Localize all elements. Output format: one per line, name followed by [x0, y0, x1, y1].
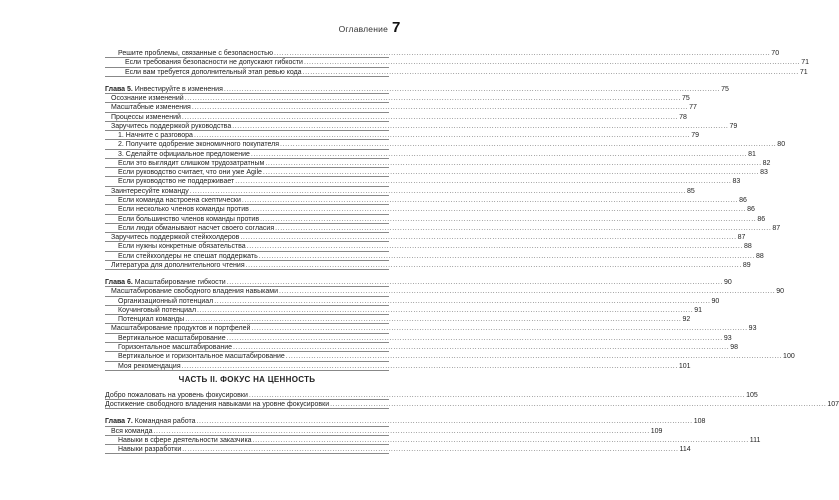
toc-entry[interactable]	[105, 131, 699, 140]
toc-entry[interactable]	[105, 233, 746, 242]
toc-entry-title: Масштабирование свободного владения навыками	[111, 288, 279, 296]
dot-leader	[197, 306, 693, 315]
toc-entry-title: 1. Начните с разговора	[118, 132, 193, 140]
toc-entry-title: Организационный потенциал	[118, 297, 214, 305]
toc-page-number: 87	[737, 234, 746, 242]
toc-page-number: 79	[729, 122, 738, 130]
toc-chapter-entry[interactable]	[105, 278, 732, 287]
toc-entry[interactable]	[105, 196, 747, 205]
toc-entry-title: Если нужны конкретные обязательства	[118, 243, 246, 251]
toc-page-number: 93	[748, 325, 757, 333]
dot-leader	[182, 113, 678, 122]
toc-entry-title: Вертикальное и горизонтальное масштабирование	[118, 353, 285, 361]
dot-leader	[154, 427, 650, 436]
toc-page-number: 88	[756, 252, 764, 260]
toc-page-number: 105	[746, 391, 758, 399]
toc-entry-title: Добро пожаловать на уровень фокусировки	[105, 391, 248, 399]
dot-leader	[232, 122, 728, 131]
toc-entry-title: Осознание изменений	[111, 95, 184, 103]
toc-entry-title	[105, 278, 226, 287]
toc-entry-title: Заинтересуйте команду	[111, 187, 189, 195]
toc-entry[interactable]	[105, 68, 808, 77]
toc-page-number: 90	[711, 297, 720, 305]
toc-entry-title: 2. Получите одобрение экономичного покупателя	[118, 141, 280, 149]
toc-entry-title: Вертикальное масштабирование	[118, 334, 226, 342]
toc-entry-title: Коучинговый потенциал	[118, 306, 197, 314]
toc-page-number: 87	[772, 224, 781, 232]
toc-entry-title: Масштабные изменения	[111, 104, 191, 112]
chapter-title: Масштабирование гибкости	[132, 279, 226, 287]
dot-leader	[190, 187, 686, 196]
toc-page-number: 86	[757, 215, 766, 223]
toc-entry[interactable]	[105, 334, 732, 343]
toc-entry[interactable]	[105, 113, 687, 122]
chapter-label: Глава 7.	[105, 418, 133, 426]
toc-entry-title: Моя рекомендация	[118, 362, 181, 370]
running-head: Оглавление	[338, 24, 388, 34]
dot-leader	[214, 297, 710, 306]
toc-page-number: 83	[732, 178, 741, 186]
dot-leader	[192, 103, 688, 112]
toc-entry-title: Процессы изменений	[111, 113, 181, 121]
dot-leader	[286, 352, 782, 361]
dot-leader	[303, 68, 799, 77]
toc-page-number: 98	[730, 343, 739, 351]
toc-page-number: 89	[742, 261, 751, 269]
toc-entry-title: Достижение свободного владения навыками на уровне фокусировки	[105, 401, 330, 409]
toc-page-number: 107	[827, 401, 839, 409]
dot-leader	[233, 343, 729, 352]
dot-leader	[253, 436, 749, 445]
toc-entry[interactable]	[105, 261, 751, 270]
chapter-label: Глава 5.	[105, 85, 133, 93]
toc-page-number: 90	[723, 279, 732, 287]
dot-leader	[249, 391, 745, 400]
part-heading: ЧАСТЬ II. ФОКУС НА ЦЕННОСТЬ	[178, 374, 316, 384]
toc-page-number: 111	[749, 436, 761, 444]
dot-leader	[251, 324, 747, 333]
toc-page-number: 86	[747, 206, 755, 214]
toc-entry[interactable]	[105, 436, 761, 445]
dot-leader	[279, 287, 775, 296]
toc-entry-title	[105, 85, 223, 94]
toc-page-number: 88	[743, 243, 752, 251]
dot-leader	[250, 205, 746, 214]
toc-entry[interactable]	[105, 252, 764, 261]
dot-leader	[182, 445, 678, 454]
toc-entry-title: Если несколько членов команды против	[118, 206, 249, 214]
toc-page-number: 85	[687, 187, 695, 195]
toc-entry-title: Заручитесь поддержкой руководства	[111, 122, 232, 130]
toc-entry-title: Потенциал команды	[118, 316, 185, 324]
toc-page-number: 70	[771, 50, 780, 57]
toc-entry-title: Если стейкхолдеры не спешат поддержать	[118, 252, 258, 260]
toc-entry[interactable]	[105, 49, 780, 58]
section-gap	[105, 270, 389, 278]
toc-entry-title: Литература для дополнительного чтения	[111, 261, 245, 269]
toc-entry-title	[105, 417, 195, 426]
toc-entry-title: Заручитесь поддержкой стейкхолдеров	[111, 234, 240, 242]
toc-entry[interactable]	[105, 150, 756, 159]
chapter-title: Командная работа	[132, 418, 196, 426]
toc-page-number: 83	[760, 169, 768, 177]
toc-entry[interactable]	[105, 306, 703, 315]
toc-entry-title: Навыки в сфере деятельности заказчика	[118, 436, 252, 444]
dot-leader	[263, 168, 759, 177]
toc-entry[interactable]	[105, 362, 691, 371]
toc-entry-title: Если большинство членов команды против	[118, 215, 260, 223]
toc-entry[interactable]	[105, 242, 752, 251]
dot-leader	[182, 362, 678, 371]
toc-entry[interactable]	[105, 224, 781, 233]
toc-entry-title: Если руководство не поддерживает	[118, 178, 235, 186]
toc-page-number: 86	[739, 196, 747, 204]
toc-entry[interactable]	[105, 352, 795, 361]
toc-entry[interactable]	[105, 287, 785, 296]
dot-leader	[265, 159, 761, 168]
toc-page-number: 101	[678, 362, 691, 370]
chapter-title: Инвестируйте в изменения	[132, 85, 223, 93]
toc-entry[interactable]	[105, 159, 771, 168]
toc-page-number: 78	[679, 113, 687, 121]
dot-leader	[251, 150, 747, 159]
toc-page-number: 71	[799, 68, 808, 76]
toc-entry[interactable]	[105, 400, 839, 409]
toc-entry[interactable]	[105, 315, 691, 324]
toc-entry-title: Если требования безопасности не допускают гибкости	[125, 59, 303, 67]
toc-entry[interactable]	[105, 343, 739, 352]
toc-entry-title: Вся команда	[111, 427, 153, 435]
dot-leader	[224, 85, 720, 94]
toc-page-number: 114	[679, 446, 691, 454]
toc-entry[interactable]	[105, 324, 757, 333]
dot-leader	[246, 261, 742, 270]
toc-entry[interactable]	[105, 215, 766, 224]
dot-leader	[260, 215, 756, 224]
toc-entry[interactable]	[105, 103, 697, 112]
toc-page-number: 80	[777, 141, 786, 149]
dot-leader	[227, 334, 723, 343]
toc-page-number: 108	[693, 418, 706, 426]
toc-entry[interactable]	[105, 391, 758, 400]
toc-entry[interactable]	[105, 187, 695, 196]
dot-leader	[259, 252, 755, 261]
chapter-label: Глава 6.	[105, 279, 133, 287]
toc-entry[interactable]	[105, 445, 691, 454]
toc-chapter-entry[interactable]	[105, 417, 706, 426]
dot-leader	[247, 242, 743, 251]
toc-entry[interactable]	[105, 168, 768, 177]
toc-entry-title: Если вам требуется дополнительный этап ревью кода	[125, 68, 302, 76]
toc-entry[interactable]	[105, 177, 741, 186]
toc-entry-title: 3. Сделайте официальное предложение	[118, 150, 250, 158]
toc-entry-title: Если это выглядит слишком трудозатратным	[118, 159, 265, 167]
dot-leader	[227, 278, 723, 287]
toc-entry-title: Горизонтальное масштабирование	[118, 343, 233, 351]
toc-entry-title: Решите проблемы, связанные с безопасностью	[118, 50, 274, 57]
dot-leader	[280, 140, 776, 149]
dot-leader	[275, 224, 771, 233]
toc-entry-title: Если люди обманывают насчет своего согласия	[118, 224, 275, 232]
toc-entry[interactable]	[105, 297, 720, 306]
section-gap	[105, 409, 389, 417]
dot-leader	[304, 58, 800, 67]
dot-leader	[185, 315, 681, 324]
toc-page-number: 100	[783, 353, 795, 361]
page-number: 7	[392, 19, 401, 36]
toc-entry[interactable]	[105, 94, 690, 103]
toc-page-number: 71	[801, 59, 810, 67]
toc-entry[interactable]	[105, 58, 810, 67]
toc-page-number: 75	[681, 95, 690, 103]
table-of-contents	[105, 49, 839, 454]
toc-entry-title: Масштабирование продуктов и портфелей	[111, 325, 251, 333]
toc-page-number: 82	[762, 159, 771, 167]
dot-leader	[240, 233, 736, 242]
toc-entry-title: Навыки разработки	[118, 446, 182, 454]
dot-leader	[274, 49, 770, 58]
toc-page-number: 90	[776, 288, 785, 296]
section-gap	[105, 77, 389, 85]
dot-leader	[194, 131, 690, 140]
toc-page-number: 81	[748, 150, 756, 158]
toc-page-number: 75	[721, 85, 729, 93]
toc-entry[interactable]	[105, 140, 786, 149]
dot-leader	[196, 417, 692, 426]
toc-page-number: 92	[682, 316, 691, 324]
toc-page-number: 109	[650, 427, 663, 435]
dot-leader	[242, 196, 738, 205]
dot-leader	[330, 400, 826, 409]
toc-page-number: 91	[694, 306, 703, 314]
toc-entry-title: Если команда настроена скептически	[118, 196, 241, 204]
toc-entry[interactable]	[105, 205, 755, 214]
toc-page-number: 77	[689, 104, 697, 112]
toc-entry[interactable]	[105, 427, 663, 436]
dot-leader	[235, 177, 731, 186]
toc-page-number: 79	[691, 132, 699, 140]
toc-chapter-entry[interactable]	[105, 85, 729, 94]
dot-leader	[185, 94, 681, 103]
toc-entry-title: Если руководство считает, что они уже Agile	[118, 169, 262, 177]
toc-entry[interactable]	[105, 122, 738, 131]
toc-page-number: 93	[723, 334, 732, 342]
